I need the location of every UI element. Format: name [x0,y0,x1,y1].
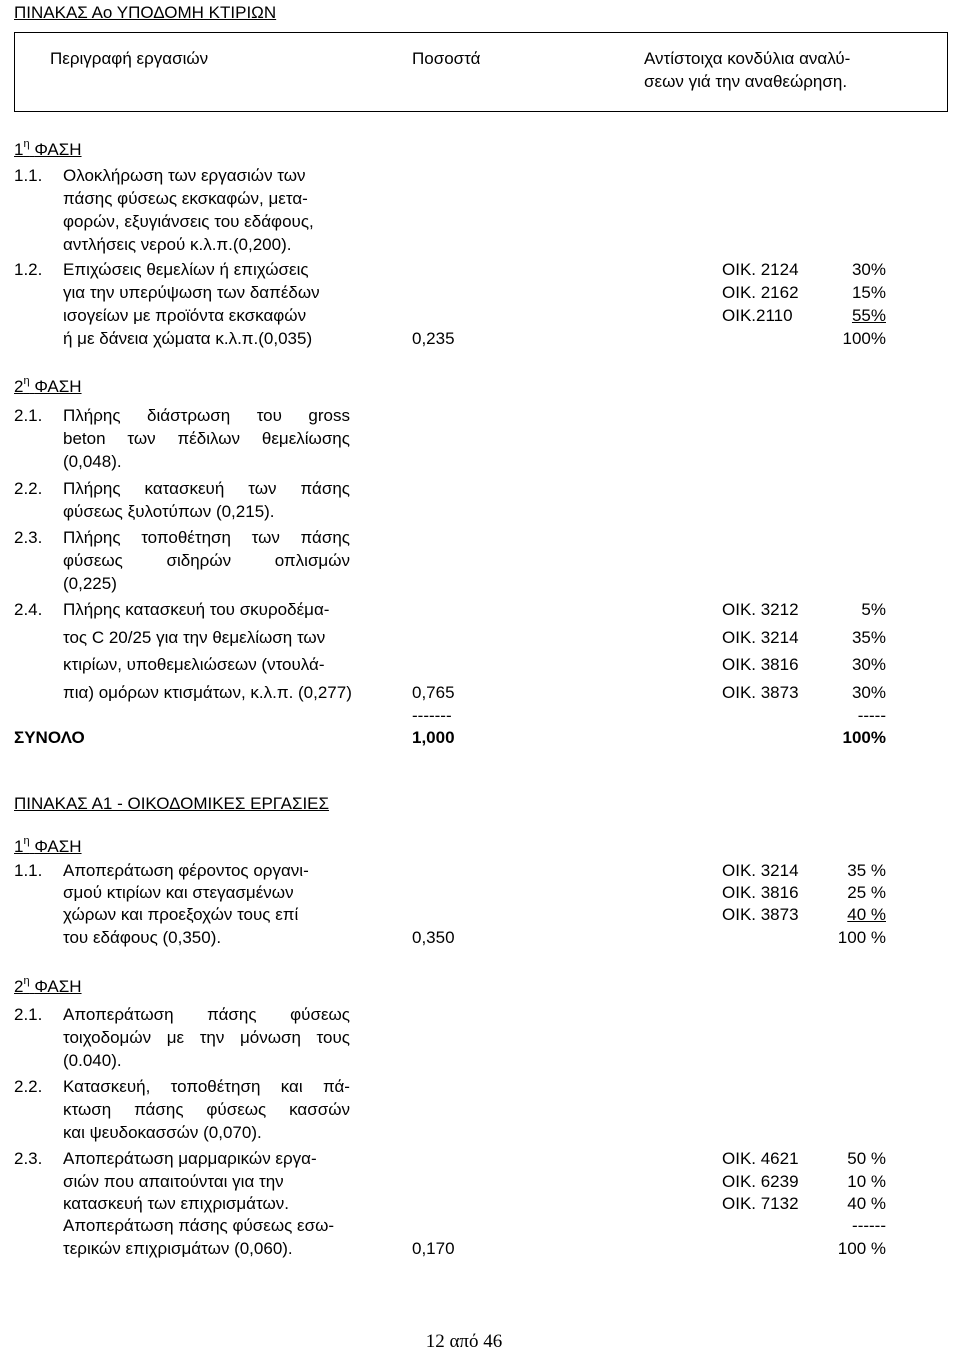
item-value: 0,350 [412,928,455,947]
item-text-line: Κατασκευή, τοποθέτηση και πά- [63,1077,350,1096]
phase-2-heading: $2^\eta$ ΦΑΣΗ [14,375,82,396]
table-1-title: ΠΙΝΑΚΑΣ Α1 - ΟΙΚΟΔΟΜΙΚΕΣ ΕΡΓΑΣΙΕΣ [14,794,330,813]
table-0-title: ΠΙΝΑΚΑΣ Αο ΥΠΟΔΟΜΗ ΚΤΙΡΙΩΝ [14,3,277,22]
item-text-line: χώρων και προεξοχών τους επί [63,905,299,924]
item-number: 2.1. [14,1005,43,1024]
item-text-line: (0.040). [63,1051,122,1070]
item-number: 2.3. [14,1149,43,1168]
item-text-line: και ψευδοκασσών (0,070). [63,1123,262,1142]
item-value: 0,765 [412,683,455,702]
item-text-line: Αποπεράτωση μαρμαρικών εργα- [63,1149,317,1168]
cost-percent: 55% [851,306,886,325]
cost-code: ΟΙΚ. 3816 [722,883,799,902]
item-number: 2.3. [14,528,43,547]
cost-code: ΟΙΚ. 2162 [722,283,799,302]
item-text-line: τερικών επιχρισμάτων (0,060). [63,1239,293,1258]
cost-code: ΟΙΚ. 3873 [722,905,799,924]
item-text-line: ισογείων με προϊόντα εκσκαφών [63,306,307,325]
cost-percent: 30% [851,683,886,702]
cost-total: 100 % [837,1239,886,1258]
item-text-line: Αποπεράτωση πάσης φύσεως εσω- [63,1216,335,1235]
cost-code: ΟΙΚ.2110 [722,306,793,325]
cost-code: ΟΙΚ. 2124 [722,260,799,279]
item-text-line: τοιχοδομών με την μόνωση τους [63,1028,350,1047]
cost-percent: 25 % [847,883,886,902]
item-text-line: για την υπερύψωση των δαπέδων [63,283,320,302]
cost-code: ΟΙΚ. 7132 [722,1194,799,1213]
phase-2-heading: $2^\eta$ ΦΑΣΗ [14,975,82,996]
item-text-line: σμού κτιρίων και στεγασμένων [63,883,294,902]
item-text-line: Επιχώσεις θεμελίων ή επιχώσεις [63,260,309,279]
cost-code: ΟΙΚ. 6239 [722,1172,799,1191]
item-text-line: κατασκευή των επιχρισμάτων. [63,1194,289,1213]
item-text-line: πια) ομόρων κτισμάτων, κ.λ.π. (0,277) [63,683,352,702]
cost-code: ΟΙΚ. 4621 [722,1149,799,1168]
item-number: 2.4. [14,600,43,619]
item-value: 0,235 [412,329,455,348]
item-text-line: Πλήρης κατασκευή των πάσης [63,479,350,498]
item-number: 2.2. [14,1077,43,1096]
item-text-line: κτωση πάσης φύσεως κασσών [63,1100,350,1119]
item-text-line: φύσεως ξυλοτύπων (0,215). [63,502,275,521]
item-text-line: κτιρίων, υποθεμελιώσεων (ντουλά- [63,655,325,674]
item-text-line: σιών που απαιτούνται για την [63,1172,284,1191]
header-description: Περιγραφή εργασιών [50,49,209,68]
total-label: ΣΥΝΟΛΟ [14,728,85,747]
cost-code: ΟΙΚ. 3214 [722,628,799,647]
dash-separator-value: ------- [412,706,452,725]
cost-code: ΟΙΚ. 3212 [722,600,799,619]
item-text-line: φύσεως σιδηρών οπλισμών [63,551,350,570]
item-text-line: ή με δάνεια χώματα κ.λ.π.(0,035) [63,329,313,348]
item-text-line: του εδάφους (0,350). [63,928,222,947]
total-value: 1,000 [412,728,455,747]
cost-percent: 10 % [847,1172,886,1191]
cost-percent: 5% [861,600,886,619]
item-text-line: Αποπεράτωση φέροντος οργανι- [63,861,309,880]
header-percentage: Ποσοστά [412,49,481,68]
cost-percent: 30% [851,260,886,279]
item-text-line: Πλήρης κατασκευή του σκυροδέμα- [63,600,330,619]
header-corresponding-2: σεων γιά την αναθεώρηση. [644,72,848,91]
item-number: 2.1. [14,406,43,425]
item-text-line: Ολοκλήρωση των εργασιών των [63,166,306,185]
cost-percent: 35% [851,628,886,647]
phase-1-heading: $1^\eta$ ΦΑΣΗ [14,138,82,159]
cost-percent: 15% [851,283,886,302]
cost-percent: 40 % [847,1194,886,1213]
item-text-line: Αποπεράτωση πάσης φύσεως [63,1005,350,1024]
cost-percent: 35 % [847,861,886,880]
item-value: 0,170 [412,1239,455,1258]
cost-percent: 40 % [847,905,886,924]
item-number: 1.2. [14,260,43,279]
item-number: 2.2. [14,479,43,498]
item-text-line: τος C 20/25 για την θεμελίωση των [63,628,326,647]
total-percent: 100% [842,728,886,747]
cost-percent: 30% [851,655,886,674]
cost-code: ΟΙΚ. 3816 [722,655,799,674]
dash-separator-percent: ------ [852,1216,886,1235]
cost-total: 100% [842,329,886,348]
item-text-line: beton των πέδιλων θεμελίωσης [63,429,350,448]
header-corresponding-1: Αντίστοιχα κονδύλια αναλύ- [644,49,851,68]
page-number: 12 από 46 [425,1331,503,1352]
cost-code: ΟΙΚ. 3214 [722,861,799,880]
item-number: 1.1. [14,861,43,880]
item-text-line: (0,048). [63,452,122,471]
cost-percent: 50 % [847,1149,886,1168]
cost-code: ΟΙΚ. 3873 [722,683,799,702]
phase-1-heading: $1^\eta$ ΦΑΣΗ [14,835,82,856]
item-text-line: φορών, εξυγιάνσεις του εδάφους, [63,212,314,231]
item-text-line: πάσης φύσεως εκσκαφών, μετα- [63,189,308,208]
item-text-line: (0,225) [63,574,117,593]
item-text-line: αντλήσεις νερού κ.λ.π.(0,200). [63,235,292,254]
item-text-line: Πλήρης διάστρωση του gross [63,406,350,425]
cost-total: 100 % [837,928,886,947]
item-text-line: Πλήρης τοποθέτηση των πάσης [63,528,350,547]
item-number: 1.1. [14,166,43,185]
dash-separator-percent: ----- [857,706,886,725]
